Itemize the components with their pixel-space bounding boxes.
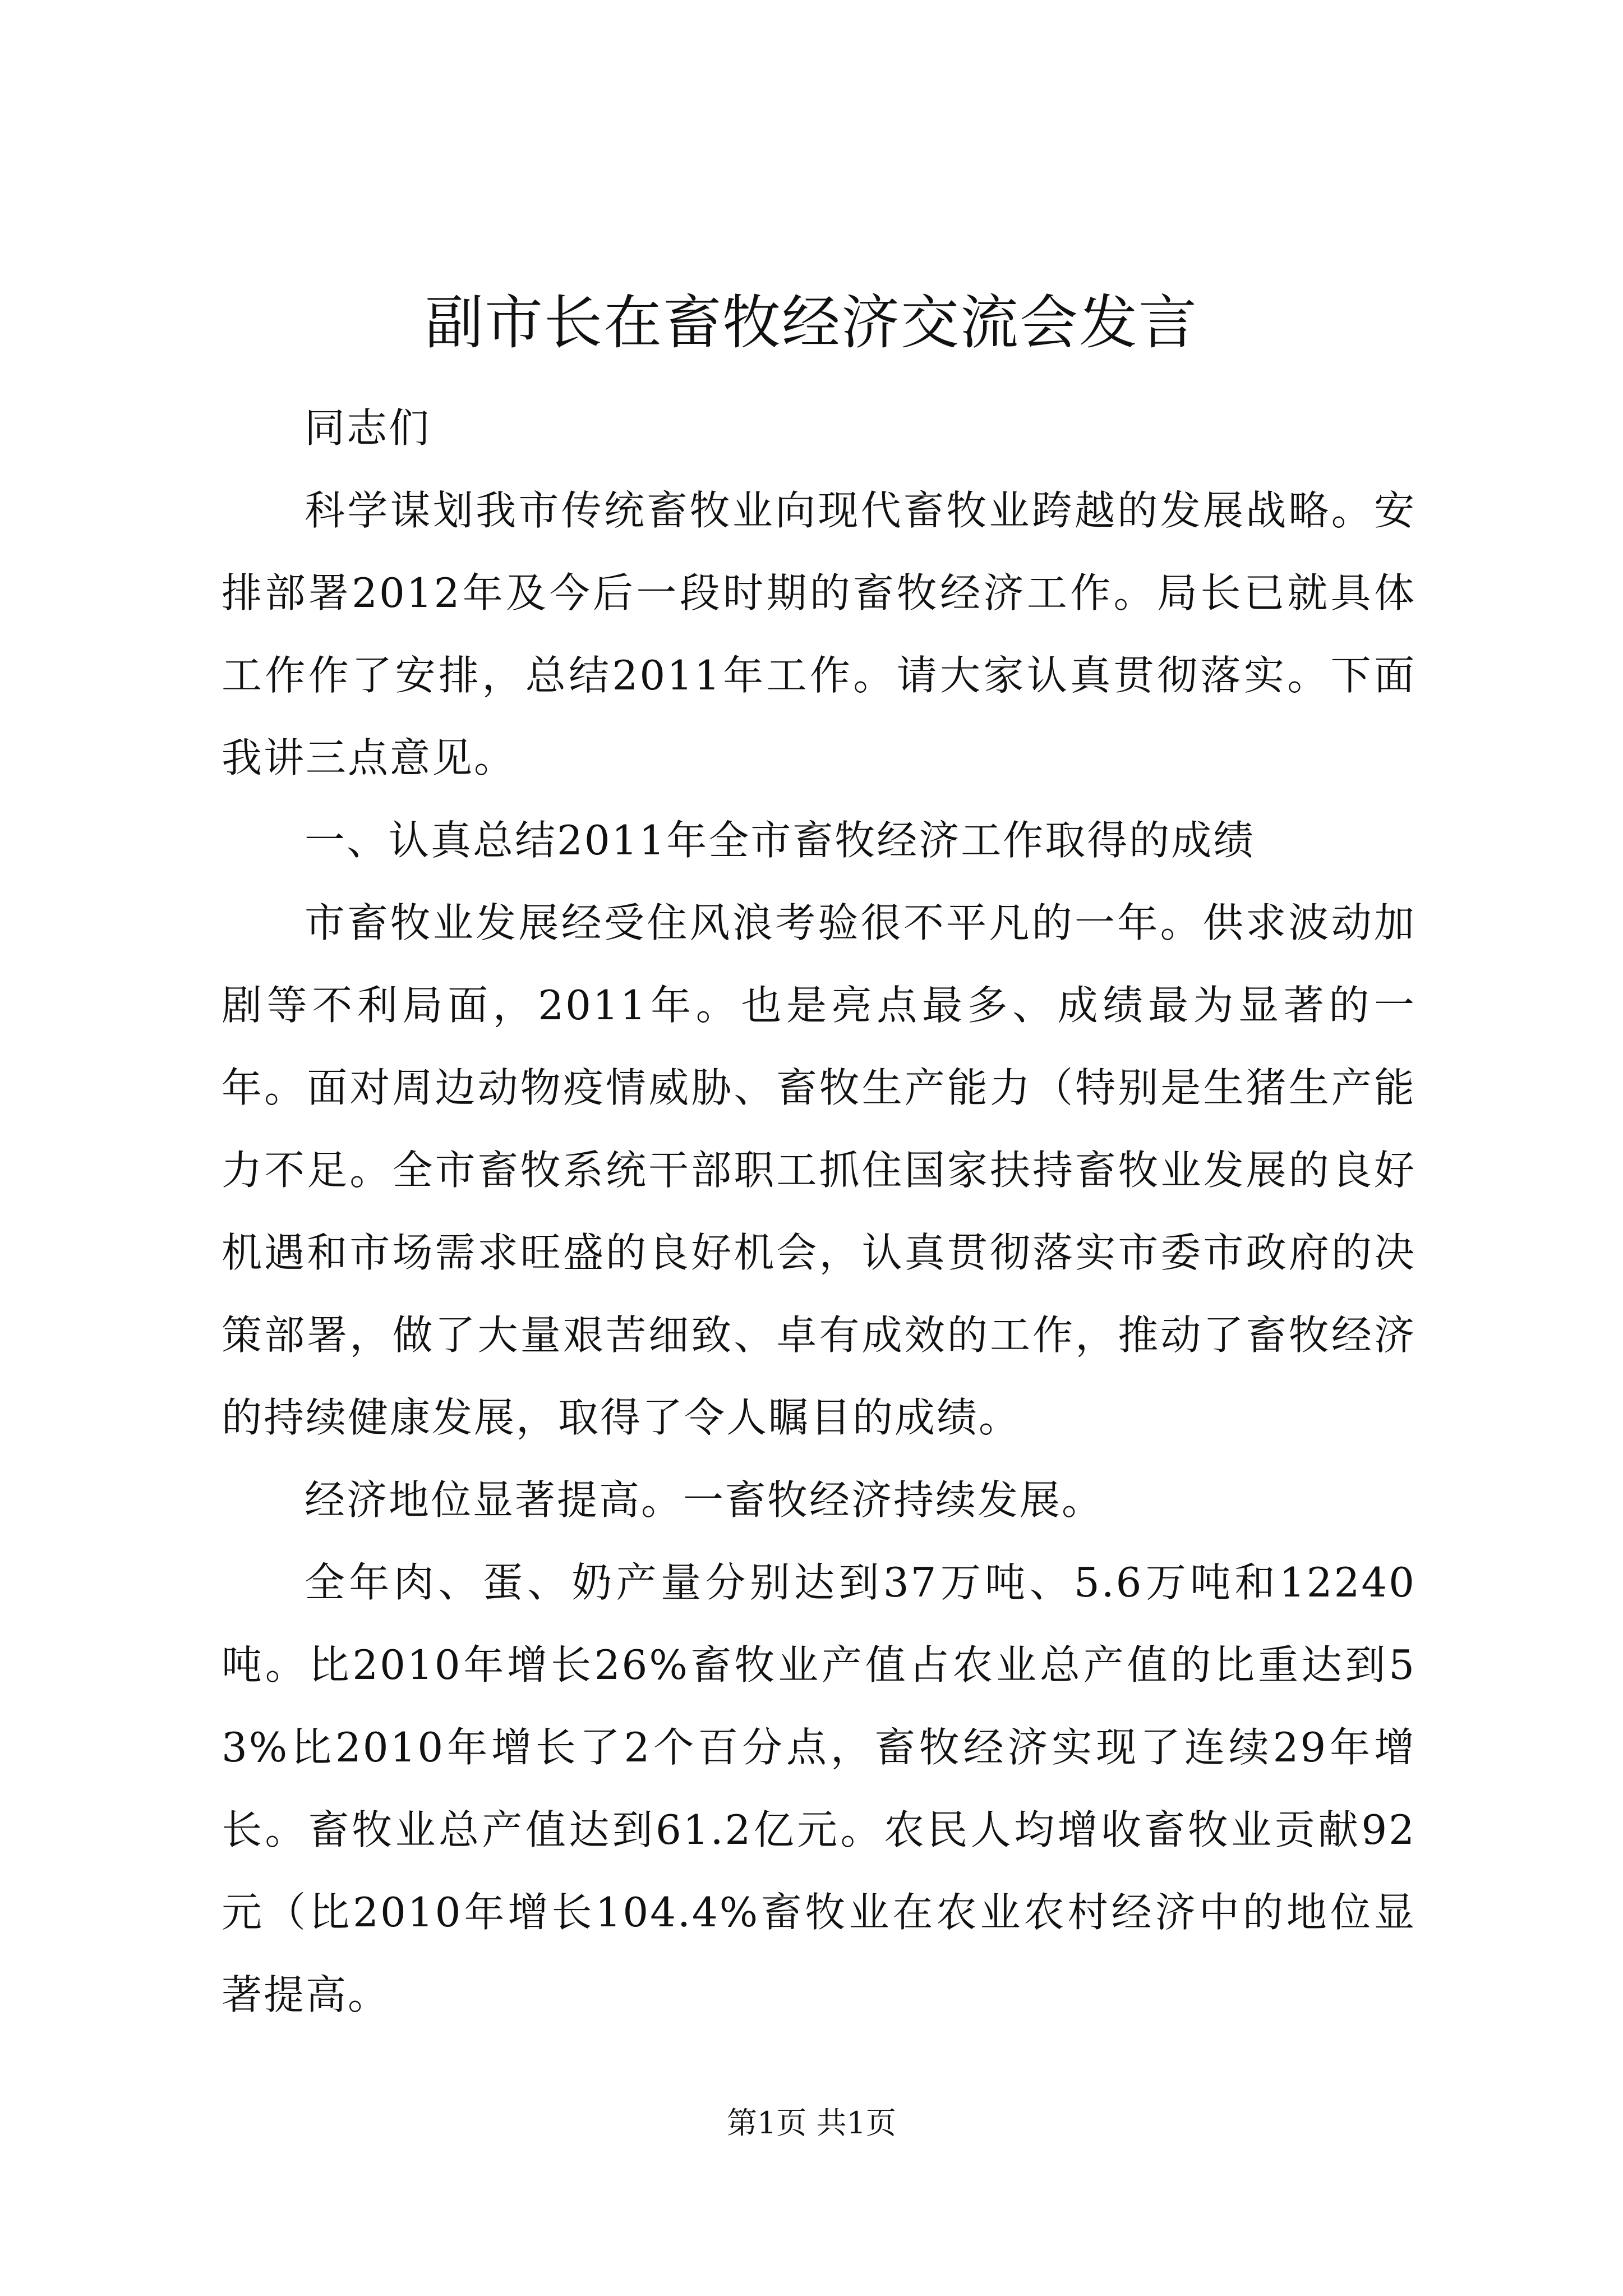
subheading-paragraph: 经济地位显著提高。一畜牧经济持续发展。 (305, 1476, 1104, 1524)
page-number: 第1页 共1页 (727, 2105, 896, 2141)
achievements-paragraph: 市畜牧业发展经受住风浪考验很不平凡的一年。供求波动加剧等不利局面，2011年。也是亮点最多、成绩最为显著的一年。面对周边动物疫情威胁、畜牧生产能力（特别是生猪生产能力不足。全市畜牧系统干部职工抓住国家扶持畜牧业发展的良好机遇和市场需求旺盛的良好机会，认真贯彻落实市委市政府的决策部署，做了大量艰苦细致、卓有成效的工作，推动了畜牧经济的持续健康发展，取得了令人瞩目的成绩。 (222, 899, 1416, 1441)
intro-paragraph: 科学谋划我市传统畜牧业向现代畜牧业跨越的发展战略。安排部署2012年及今后一段时期的畜牧经济工作。局长已就具体工作作了安排，总结2011年工作。请大家认真贯彻落实。下面我讲三点意见。 (222, 487, 1416, 781)
document-title: 副市长在畜牧经济交流会发言 (425, 288, 1198, 357)
salutation: 同志们 (305, 404, 431, 452)
statistics-paragraph: 全年肉、蛋、奶产量分别达到37万吨、5.6万吨和12240吨。比2010年增长26%畜牧业产值占农业总产值的比重达到53%比2010年增长了2个百分点，畜牧经济实现了连续29年增长。畜牧业总产值达到61.2亿元。农民人均增收畜牧业贡献92元（比2010年增长104.4%畜牧业在农业农村经济中的地位显著提高。 (222, 1559, 1416, 2018)
section-heading: 一、认真总结2011年全市畜牧经济工作取得的成绩 (305, 817, 1256, 864)
document-body (222, 387, 1416, 2036)
